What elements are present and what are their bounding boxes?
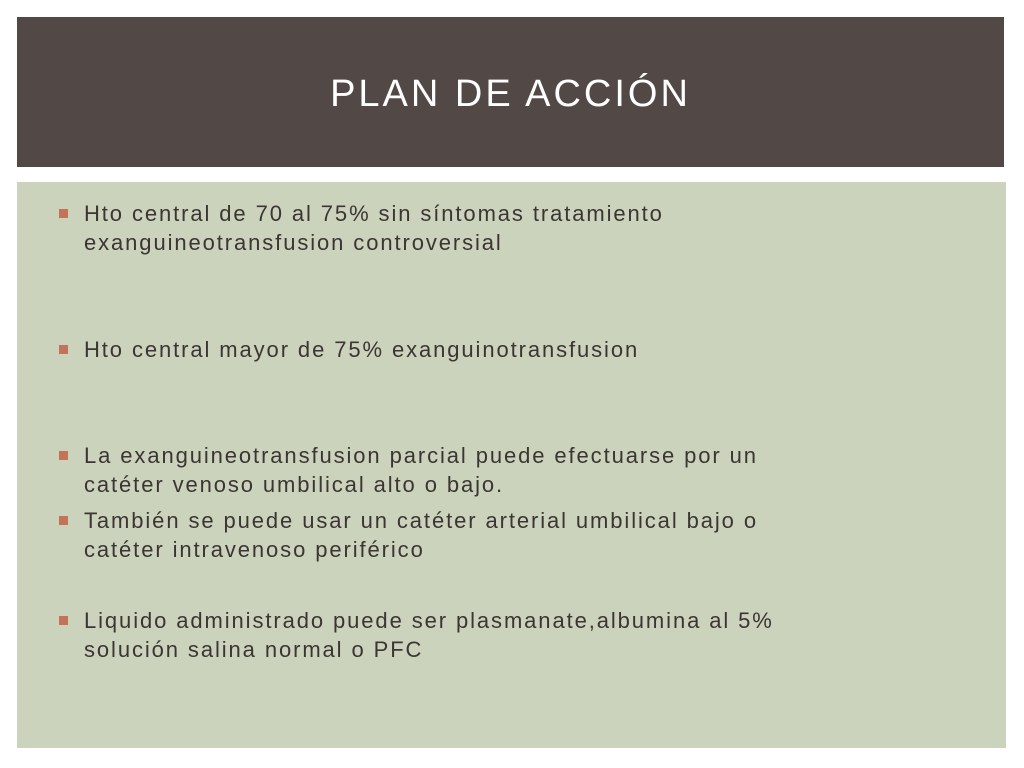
content-panel xyxy=(17,182,1006,748)
bullet-item-1 xyxy=(59,199,959,257)
bullet-3-line-2: catéter venoso umbilical alto o bajo. xyxy=(84,472,505,497)
bullet-square-icon xyxy=(59,616,68,625)
bullet-2-line-1: Hto central mayor de 75% exanguinotransfusion xyxy=(84,337,640,362)
bullet-1-line-2: exanguineotransfusion controversial xyxy=(84,230,503,255)
bullet-square-icon xyxy=(59,516,68,525)
title-bar xyxy=(17,17,1004,167)
bullet-item-4 xyxy=(59,506,959,564)
bullet-3-line-1: La exanguineotransfusion parcial puede efectuarse por un xyxy=(84,443,758,468)
bullet-5-line-1: Liquido administrado puede ser plasmanate,albumina al 5% xyxy=(84,608,774,633)
bullet-1-line-1: Hto central de 70 al 75% sin síntomas tratamiento xyxy=(84,201,664,226)
bullet-5-line-2: solución salina normal o PFC xyxy=(84,637,424,662)
bullet-4-line-2: catéter intravenoso periférico xyxy=(84,537,425,562)
bullet-text-2 xyxy=(84,335,639,364)
bullet-item-2 xyxy=(59,335,959,364)
bullet-text-1 xyxy=(84,199,664,257)
bullet-square-icon xyxy=(59,345,68,354)
bullet-item-3 xyxy=(59,441,959,499)
bullet-square-icon xyxy=(59,209,68,218)
bullet-text-3 xyxy=(84,441,758,499)
bullet-text-5 xyxy=(84,606,774,664)
bullet-square-icon xyxy=(59,451,68,460)
bullet-text-4 xyxy=(84,506,758,564)
bullet-item-5 xyxy=(59,606,959,664)
slide-title: PLAN DE ACCIÓN xyxy=(330,72,691,115)
bullet-4-line-1: También se puede usar un catéter arterial umbilical bajo o xyxy=(84,508,758,533)
